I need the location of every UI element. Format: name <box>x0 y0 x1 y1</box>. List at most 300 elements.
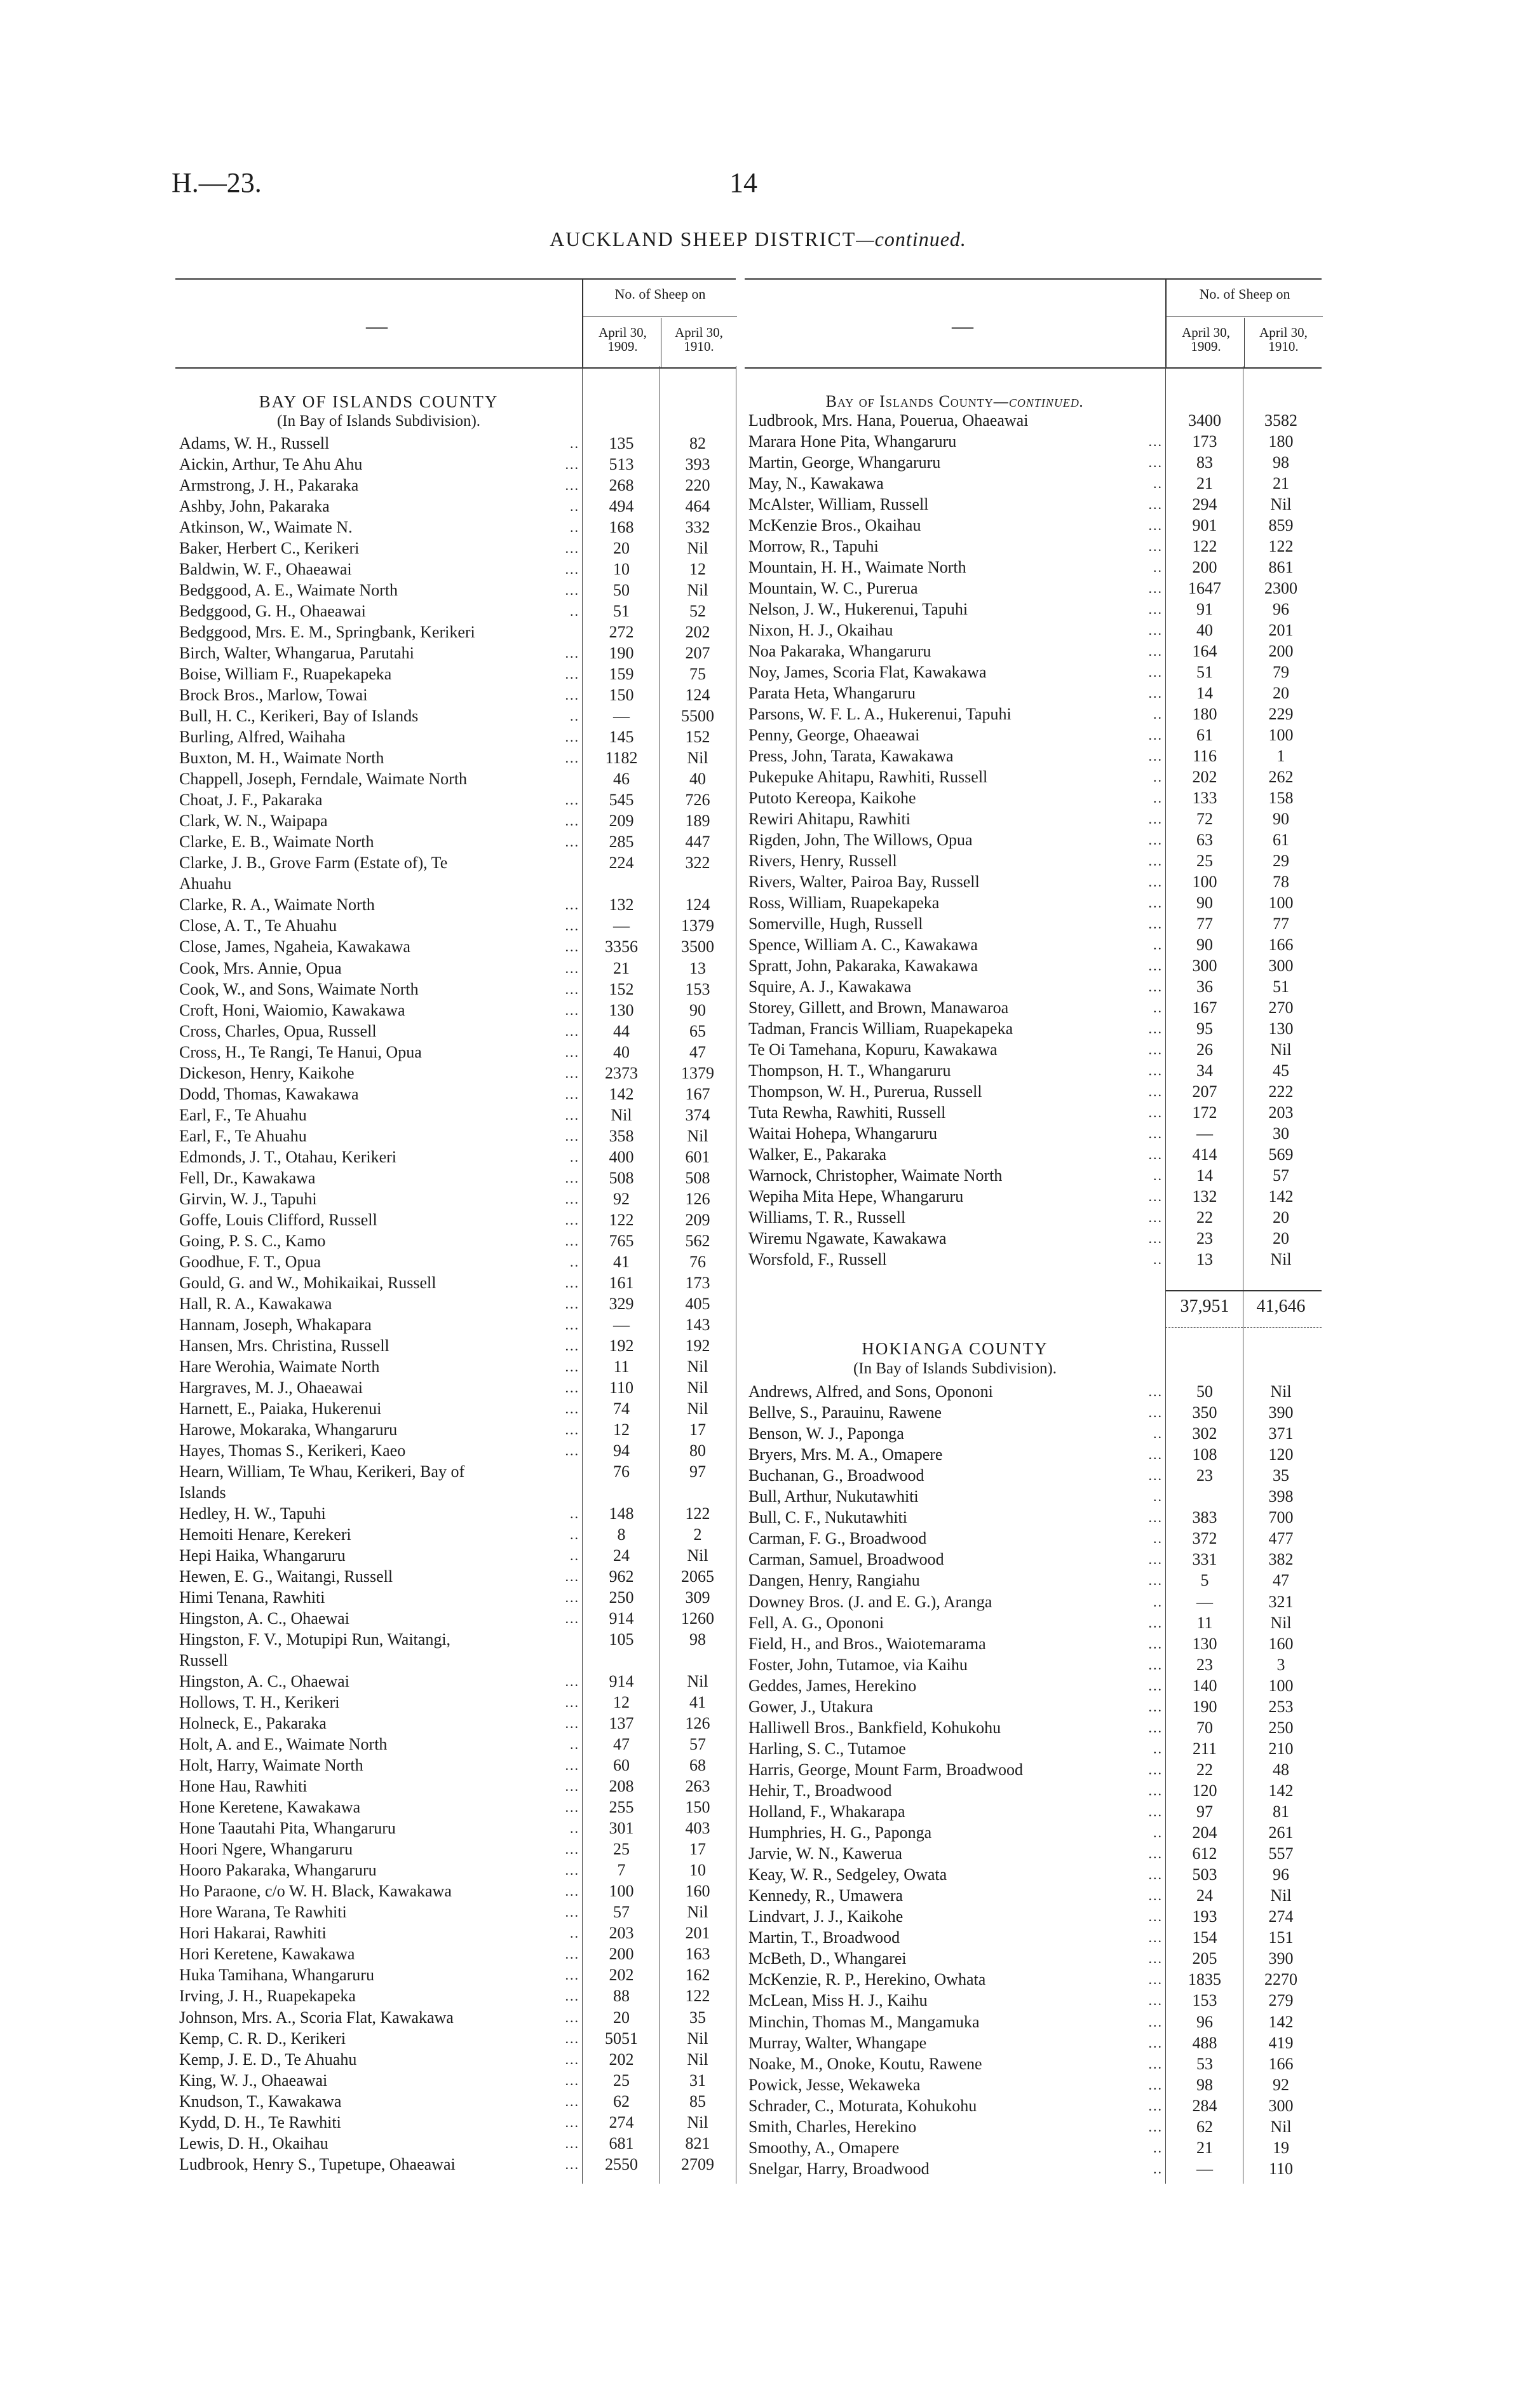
row-leader: ... <box>565 1337 579 1354</box>
row-leader: ... <box>1148 1188 1163 1204</box>
row-value-1910: 2300 <box>1264 579 1297 597</box>
row-value-1909: 22 <box>1196 1208 1213 1227</box>
row-leader: ... <box>565 813 579 829</box>
row-value-1909: 12 <box>613 1693 630 1712</box>
row-leader: .. <box>570 1820 579 1837</box>
right-col-1910-l1: April 30, <box>1259 325 1308 340</box>
row-value-1909: 914 <box>609 1609 634 1628</box>
row-value-1910: 726 <box>685 791 710 810</box>
table-row <box>0 2012 1516 2032</box>
row-value-1910: 821 <box>685 2133 710 2153</box>
row-name: Bryers, Mrs. M. A., Omapere <box>748 1445 943 1464</box>
row-leader: .. <box>1153 475 1163 491</box>
row-value-1909: 70 <box>1196 1718 1213 1737</box>
table-row <box>0 662 1516 683</box>
table-row <box>0 1844 1516 1864</box>
row-leader: ... <box>1148 1677 1163 1694</box>
row-name: Chappell, Joseph, Ferndale, Waimate North <box>179 770 468 789</box>
row-value-1909: 95 <box>1196 1019 1213 1038</box>
row-value-1910: 90 <box>1273 810 1289 828</box>
row-value-1910: 47 <box>1273 1571 1289 1590</box>
row-leader: .. <box>1153 559 1163 575</box>
row-name: Parsons, W. F. L. A., Hukerenui, Tapuhi <box>748 705 1012 723</box>
row-name: Rigden, John, The Willows, Opua <box>748 831 973 849</box>
row-leader: .. <box>1153 1530 1163 1547</box>
row-leader: ... <box>565 1862 579 1879</box>
row-value-1909: 137 <box>609 1714 634 1733</box>
row-name: Noa Pakaraka, Whangaruru <box>748 642 931 660</box>
row-name: Hingston, F. V., Motupipi Run, Waitangi, <box>179 1630 451 1649</box>
row-name: Islands <box>179 1483 226 1502</box>
row-leader: ... <box>1148 1950 1163 1967</box>
page-ref: H.—23. <box>172 167 262 198</box>
row-leader: ... <box>565 981 579 997</box>
row-value-1910: 126 <box>685 1714 710 1733</box>
row-leader: .. <box>1153 1825 1163 1841</box>
row-value-1910: 13 <box>689 958 706 977</box>
row-name: Earl, F., Te Ahuahu <box>179 1105 307 1124</box>
row-name: Rivers, Henry, Russell <box>748 852 897 870</box>
table-row <box>0 1315 1516 1335</box>
row-leader: .. <box>570 1925 579 1942</box>
row-leader: ... <box>565 834 579 850</box>
row-value-1910: 120 <box>1268 1445 1294 1464</box>
row-name: Edmonds, J. T., Otahau, Kerikeri <box>179 1147 397 1166</box>
row-value-1910: 180 <box>1268 432 1294 451</box>
row-value-1909: 47 <box>613 1735 630 1754</box>
row-value-1910: Nil <box>1270 1382 1292 1401</box>
row-value-1910: 47 <box>689 1042 706 1061</box>
row-value-1910: 98 <box>689 1630 706 1649</box>
row-name: McLean, Miss H. J., Kaihu <box>748 1991 928 2010</box>
row-leader: ... <box>1148 1782 1163 1799</box>
row-value-1910: 5500 <box>681 707 714 726</box>
row-value-1910: 96 <box>1273 1865 1289 1884</box>
right-header-sep <box>1244 318 1245 367</box>
row-name: Hannam, Joseph, Whakapara <box>179 1315 372 1334</box>
table-row <box>0 1549 1516 1570</box>
row-value-1909: 153 <box>1192 1991 1217 2010</box>
row-value-1909: 11 <box>613 1357 630 1376</box>
row-value-1909: 120 <box>1192 1781 1217 1800</box>
row-value-1909: 74 <box>613 1399 630 1418</box>
row-value-1909: 268 <box>609 476 634 495</box>
row-value-1910: Nil <box>1270 1250 1292 1269</box>
row-name: Ludbrook, Henry S., Tupetupe, Ohaeawai <box>179 2154 456 2173</box>
row-name: Martin, T., Broadwood <box>748 1928 900 1947</box>
row-name: Carman, F. G., Broadwood <box>748 1529 927 1548</box>
row-name: Irving, J. H., Ruapekapeka <box>179 1987 356 2006</box>
row-value-1909: 24 <box>613 1546 630 1565</box>
row-value-1910: Nil <box>1270 1040 1292 1059</box>
row-name: Russell <box>179 1651 228 1670</box>
row-value-1909: 23 <box>1196 1655 1213 1674</box>
row-value-1909: 383 <box>1192 1508 1217 1527</box>
row-value-1910: 508 <box>685 1168 710 1187</box>
row-name: Buchanan, G., Broadwood <box>748 1466 924 1485</box>
row-name: Hone Hau, Rawhiti <box>179 1777 308 1796</box>
table-row <box>0 1802 1516 1822</box>
row-value-1910: 21 <box>1273 474 1289 493</box>
row-leader: .. <box>570 1506 579 1522</box>
row-leader: ... <box>565 1568 579 1585</box>
row-leader: .. <box>570 1253 579 1270</box>
row-value-1910: 393 <box>685 455 710 474</box>
row-name: Baker, Herbert C., Kerikeri <box>179 539 360 558</box>
row-name: Wepiha Mita Hepe, Whangaruru <box>748 1187 964 1206</box>
row-value-1910: Nil <box>1270 2117 1292 2136</box>
table-row <box>0 1249 1516 1270</box>
row-leader: ... <box>1148 433 1163 449</box>
row-leader: .. <box>1153 1251 1163 1267</box>
row-value-1909: 164 <box>1192 642 1217 660</box>
row-value-1909: 91 <box>1196 600 1213 618</box>
row-value-1909: 122 <box>1192 537 1217 555</box>
row-value-1910: 35 <box>1273 1466 1289 1485</box>
row-name: Foster, John, Tutamoe, via Kaihu <box>748 1655 968 1674</box>
row-name: Hori Hakarai, Rawhiti <box>179 1924 327 1943</box>
row-name: Hepi Haika, Whangaruru <box>179 1546 346 1565</box>
row-leader: ... <box>1148 1446 1163 1463</box>
table-row <box>0 1466 1516 1486</box>
row-leader: ... <box>1148 454 1163 470</box>
left-col-1910-l1: April 30, <box>675 325 723 340</box>
row-leader: ... <box>1148 2013 1163 2030</box>
row-value-1909: 62 <box>1196 2117 1213 2136</box>
row-value-1910: 3 <box>1276 1655 1285 1674</box>
row-name: Gould, G. and W., Mohikaikai, Russell <box>179 1273 437 1292</box>
row-value-1909: 24 <box>1196 1886 1213 1905</box>
title-continued: —continued. <box>856 228 966 250</box>
row-value-1910: 85 <box>689 2092 706 2111</box>
table-row <box>0 1907 1516 1927</box>
row-name: Ludbrook, Mrs. Hana, Pouerua, Ohaeawai <box>748 411 1029 430</box>
table-row <box>0 515 1516 536</box>
row-name: Dangen, Henry, Rangiahu <box>748 1571 920 1590</box>
row-leader: .. <box>1153 2139 1163 2156</box>
row-value-1909: 211 <box>1192 1739 1217 1758</box>
row-name: Marara Hone Pita, Whangaruru <box>748 432 957 451</box>
row-name: Hehir, T., Broadwood <box>748 1781 892 1800</box>
row-value-1910: 20 <box>1273 684 1289 702</box>
row-value-1910: 142 <box>1268 1187 1294 1206</box>
row-name: Clark, W. N., Waipapa <box>179 812 328 831</box>
row-value-1909: 192 <box>609 1336 634 1355</box>
row-value-1909: 209 <box>609 812 634 831</box>
table-row <box>0 2054 1516 2074</box>
row-value-1909: 190 <box>1192 1697 1217 1716</box>
row-leader: ... <box>1148 1698 1163 1715</box>
row-value-1909: 63 <box>1196 831 1213 849</box>
row-value-1910: 562 <box>685 1231 710 1250</box>
row-value-1910: 3582 <box>1264 411 1297 430</box>
row-value-1910: 253 <box>1268 1697 1294 1716</box>
row-name: Adams, W. H., Russell <box>179 434 330 452</box>
row-leader: ... <box>565 1610 579 1627</box>
row-value-1910: 30 <box>1273 1124 1289 1143</box>
row-name: McKenzie, R. P., Herekino, Owhata <box>748 1970 986 1989</box>
row-name: Spratt, John, Pakaraka, Kawakawa <box>748 956 978 975</box>
row-value-1909: 190 <box>609 644 634 663</box>
table-row <box>0 1865 1516 1885</box>
row-name: Lindvart, J. J., Kaikohe <box>748 1907 904 1926</box>
row-value-1910: 77 <box>1273 915 1289 933</box>
row-value-1909: 167 <box>1192 998 1217 1017</box>
row-value-1910: 3500 <box>681 937 714 956</box>
row-value-1909: 135 <box>609 434 634 452</box>
row-leader: ... <box>1148 1804 1163 1820</box>
row-value-1910: 61 <box>1273 831 1289 849</box>
table-row <box>0 1207 1516 1228</box>
row-leader: ... <box>565 1694 579 1711</box>
table-row <box>0 494 1516 515</box>
row-leader: ... <box>565 2009 579 2025</box>
row-name: Hare Werohia, Waimate North <box>179 1357 380 1376</box>
table-row <box>0 2096 1516 2116</box>
row-leader: ... <box>565 1002 579 1018</box>
row-value-1909: 8 <box>617 1525 626 1544</box>
row-name: Fell, A. G., Opononi <box>748 1613 884 1632</box>
row-value-1910: 222 <box>1268 1082 1294 1101</box>
row-leader: ... <box>1148 1405 1163 1421</box>
row-name: Clarke, E. B., Waimate North <box>179 833 374 852</box>
row-value-1909: 1182 <box>605 749 638 768</box>
row-leader: ... <box>565 1023 579 1039</box>
row-leader: ... <box>1148 1105 1163 1120</box>
row-value-1909: 23 <box>1196 1229 1213 1248</box>
row-leader: ... <box>565 1065 579 1081</box>
row-value-1909: 20 <box>613 2008 630 2027</box>
right-table-header <box>745 278 1322 369</box>
row-leader: ... <box>565 729 579 745</box>
row-value-1909: 53 <box>1196 2054 1213 2073</box>
row-leader: ... <box>565 1589 579 1606</box>
row-name: Hingston, A. C., Ohaewai <box>179 1609 349 1628</box>
table-row <box>0 452 1516 473</box>
page-title <box>0 228 1516 251</box>
table-row <box>0 1613 1516 1633</box>
row-leader: .. <box>570 1736 579 1753</box>
row-value-1910: 220 <box>685 476 710 495</box>
table-row <box>0 2033 1516 2053</box>
row-value-1909: 1647 <box>1188 579 1221 597</box>
row-name: Himi Tenana, Rawhiti <box>179 1588 325 1607</box>
row-name: Hansen, Mrs. Christina, Russell <box>179 1336 389 1355</box>
row-value-1910: 41 <box>689 1693 706 1712</box>
row-name: Baldwin, W. F., Ohaeawai <box>179 560 352 579</box>
row-value-1910: 274 <box>1268 1907 1294 1926</box>
row-leader: ... <box>565 918 579 934</box>
row-value-1909: 488 <box>1192 2033 1217 2052</box>
row-value-1910: 189 <box>685 812 710 831</box>
table-row <box>0 1103 1516 1123</box>
row-leader: ... <box>565 1778 579 1795</box>
row-name: Warnock, Christopher, Waimate North <box>748 1166 1003 1185</box>
right-header-dash: — <box>952 315 973 338</box>
row-leader: .. <box>570 603 579 620</box>
left-group-label: No. of Sheep on <box>583 286 737 317</box>
row-value-1910: 279 <box>1268 1991 1294 2010</box>
table-row <box>0 1382 1516 1402</box>
table-row <box>0 1718 1516 1738</box>
row-value-1909: 92 <box>613 1189 630 1208</box>
row-name: Cook, Mrs. Annie, Opua <box>179 958 342 977</box>
row-value-1909: 140 <box>1192 1676 1217 1695</box>
row-leader: ... <box>565 645 579 662</box>
table-row <box>0 809 1516 829</box>
row-value-1910: 142 <box>1268 2012 1294 2031</box>
row-leader: ... <box>1148 853 1163 869</box>
row-value-1909: 3400 <box>1188 411 1221 430</box>
row-value-1909: 36 <box>1196 977 1213 996</box>
row-name: Field, H., and Bros., Waiotemarama <box>748 1634 986 1653</box>
row-leader: ... <box>565 2156 579 2172</box>
left-section-sub: (In Bay of Islands Subdivision). <box>276 412 481 430</box>
row-value-1909: 193 <box>1192 1907 1217 1926</box>
row-value-1909: 494 <box>609 497 634 516</box>
row-value-1910: 1 <box>1276 747 1285 765</box>
row-name: Close, A. T., Te Ahuahu <box>179 916 337 935</box>
table-row <box>0 620 1516 641</box>
row-leader: ... <box>565 897 579 913</box>
row-value-1910: 80 <box>689 1441 706 1460</box>
row-leader: .. <box>570 1548 579 1564</box>
row-leader: ... <box>565 1673 579 1690</box>
row-value-1909: 132 <box>1192 1187 1217 1206</box>
table-row <box>0 725 1516 745</box>
table-row <box>0 1990 1516 2011</box>
row-value-1910: 110 <box>1268 2159 1294 2178</box>
row-leader: ... <box>565 1421 579 1438</box>
row-leader: ... <box>565 540 579 557</box>
row-value-1910: 96 <box>1273 600 1289 618</box>
row-value-1909: 173 <box>1192 432 1217 451</box>
row-name: Noy, James, Scoria Flat, Kawakawa <box>748 663 987 681</box>
row-name: Morrow, R., Tapuhi <box>748 537 879 555</box>
row-value-1909: 11 <box>1196 1613 1213 1632</box>
row-value-1909: 12 <box>613 1420 630 1439</box>
row-value-1909: 205 <box>1192 1949 1217 1968</box>
right-col-1910 <box>1248 325 1319 353</box>
row-value-1909: 302 <box>1192 1424 1217 1443</box>
row-value-1910: 150 <box>685 1798 710 1817</box>
row-value-1910: 2270 <box>1264 1970 1297 1989</box>
row-value-1910: Nil <box>687 1126 708 1145</box>
row-name: Clarke, J. B., Grove Farm (Estate of), Te <box>179 854 448 873</box>
row-leader: ... <box>565 1106 579 1123</box>
row-name: Hone Keretene, Kawakawa <box>179 1798 361 1817</box>
row-value-1909: 88 <box>613 1987 630 2006</box>
row-name: Mountain, H. H., Waimate North <box>748 558 966 576</box>
table-row <box>0 641 1516 662</box>
row-leader: .. <box>570 1527 579 1543</box>
row-value-1910: Nil <box>687 749 708 768</box>
row-leader: ... <box>1148 664 1163 680</box>
row-value-1910: 57 <box>689 1735 706 1754</box>
row-value-1910: 20 <box>1273 1229 1289 1248</box>
row-name: Harling, S. C., Tutamoe <box>748 1739 906 1758</box>
row-leader: ... <box>1148 622 1163 638</box>
right-section-title-text: Bay of Islands County <box>825 392 994 411</box>
row-value-1909: 285 <box>609 833 634 852</box>
row-value-1909: 100 <box>1192 873 1217 891</box>
row-value-1909: 40 <box>1196 621 1213 639</box>
row-value-1909: 172 <box>1192 1103 1217 1122</box>
row-value-1910: 270 <box>1268 998 1294 1017</box>
row-value-1909: 914 <box>609 1672 634 1691</box>
row-leader: ... <box>565 1190 579 1207</box>
table-row <box>0 914 1516 934</box>
row-name: Armstrong, J. H., Pakaraka <box>179 476 359 495</box>
row-name: Burling, Alfred, Waihaha <box>179 728 346 747</box>
row-value-1910: 210 <box>1268 1739 1294 1758</box>
row-value-1909: 161 <box>609 1273 634 1292</box>
row-value-1909: 152 <box>609 979 634 998</box>
row-value-1909: 145 <box>609 728 634 747</box>
row-value-1910: 201 <box>1268 621 1294 639</box>
row-value-1910: 45 <box>1273 1061 1289 1080</box>
row-value-1909: 90 <box>1196 894 1213 912</box>
row-value-1909: 301 <box>609 1819 634 1838</box>
table-row <box>0 1570 1516 1591</box>
table-row <box>0 1676 1516 1696</box>
row-name: Cross, H., Te Rangi, Te Hanui, Opua <box>179 1042 422 1061</box>
row-value-1910: 51 <box>1273 977 1289 996</box>
row-value-1910: 31 <box>689 2071 706 2090</box>
table-row <box>0 977 1516 997</box>
row-name: Bull, Arthur, Nukutawhiti <box>748 1487 919 1506</box>
row-leader: ... <box>565 960 579 976</box>
row-value-1910: 2709 <box>681 2154 714 2173</box>
row-value-1910: 122 <box>1268 537 1294 555</box>
row-value-1909: 94 <box>613 1441 630 1460</box>
row-leader: .. <box>570 435 579 451</box>
row-name: Putoto Kereopa, Kaikohe <box>748 789 916 807</box>
row-value-1910: 35 <box>689 2008 706 2027</box>
row-name: Tuta Rewha, Rawhiti, Russell <box>748 1103 946 1122</box>
row-leader: .. <box>1153 2160 1163 2177</box>
row-value-1909: 14 <box>1196 684 1213 702</box>
table-row <box>0 788 1516 808</box>
row-value-1909: — <box>1196 2159 1213 2178</box>
row-leader: ... <box>1148 685 1163 701</box>
row-value-1910: 124 <box>685 895 710 915</box>
row-name: Holland, F., Whakarapa <box>748 1802 905 1821</box>
table-row <box>0 998 1516 1018</box>
row-name: Boise, William F., Ruapekapeka <box>179 665 392 684</box>
row-value-1910: 98 <box>1273 453 1289 472</box>
row-value-1909: 294 <box>1192 495 1217 514</box>
table-row <box>0 893 1516 913</box>
table-row <box>0 557 1516 578</box>
row-value-1910: 92 <box>1273 2075 1289 2094</box>
row-value-1910: 209 <box>685 1210 710 1229</box>
row-value-1909: 132 <box>609 895 634 915</box>
row-value-1909: 681 <box>609 2133 634 2153</box>
row-value-1909: 14 <box>1196 1166 1213 1185</box>
row-value-1910: 160 <box>1268 1634 1294 1653</box>
left-header-dash: — <box>366 315 388 338</box>
table-row <box>0 1507 1516 1528</box>
row-name: Dickeson, Henry, Kaikohe <box>179 1063 355 1082</box>
row-value-1910: 207 <box>685 644 710 663</box>
row-value-1909: 96 <box>1196 2012 1213 2031</box>
row-value-1910: 90 <box>689 1000 706 1019</box>
title-main: AUCKLAND SHEEP DISTRICT <box>550 228 856 250</box>
row-value-1909: 358 <box>609 1126 634 1145</box>
row-value-1910: Nil <box>687 1378 708 1397</box>
row-value-1910: Nil <box>687 2112 708 2132</box>
